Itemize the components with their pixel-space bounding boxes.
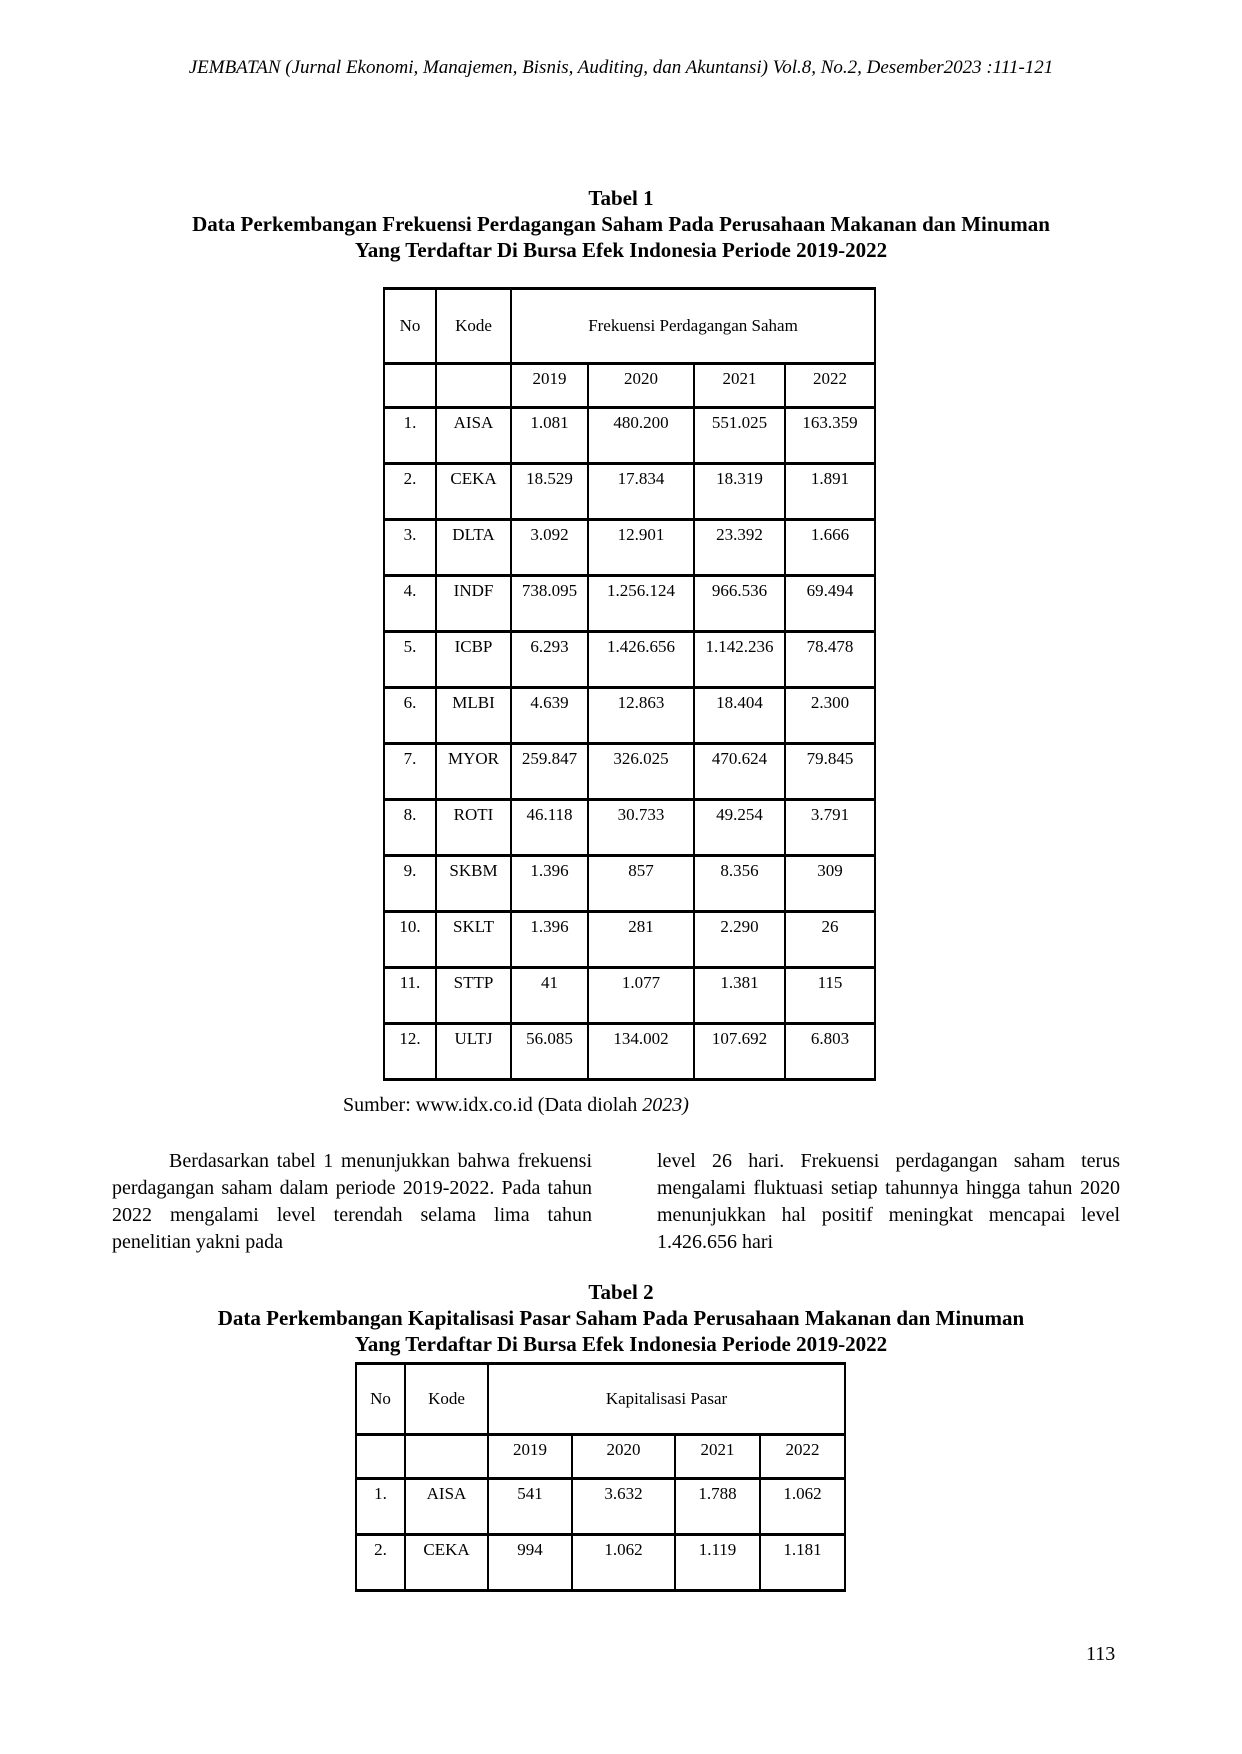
table-cell: 1.381 <box>694 968 785 1024</box>
table-cell: 1.062 <box>572 1535 675 1591</box>
empty-cell <box>405 1435 488 1479</box>
table-cell: AISA <box>405 1479 488 1535</box>
body-text-left-column <box>112 1148 592 1256</box>
table-row <box>384 520 875 576</box>
empty-cell <box>436 364 511 408</box>
table-cell: 17.834 <box>588 464 694 520</box>
table-cell: 12.863 <box>588 688 694 744</box>
table-cell: CEKA <box>436 464 511 520</box>
table-cell: 1.788 <box>675 1479 760 1535</box>
table1-source <box>343 1094 689 1117</box>
table-cell: 1.142.236 <box>694 632 785 688</box>
table-row <box>384 576 875 632</box>
table-cell: 1.396 <box>511 912 588 968</box>
table-cell: 541 <box>488 1479 572 1535</box>
table-cell: 56.085 <box>511 1024 588 1080</box>
year-cell: 2019 <box>511 364 588 408</box>
table-cell: 23.392 <box>694 520 785 576</box>
table-cell: INDF <box>436 576 511 632</box>
table-cell: 115 <box>785 968 875 1024</box>
year-cell: 2022 <box>760 1435 845 1479</box>
table-cell: 1.891 <box>785 464 875 520</box>
table-cell: 41 <box>511 968 588 1024</box>
table-row <box>384 800 875 856</box>
year-cell: 2020 <box>588 364 694 408</box>
table-cell: 2. <box>384 464 436 520</box>
table-cell: CEKA <box>405 1535 488 1591</box>
table-cell: 12. <box>384 1024 436 1080</box>
body-text-right-column <box>657 1148 1120 1256</box>
table-cell: 69.494 <box>785 576 875 632</box>
table-cell: 2. <box>356 1535 405 1591</box>
table-cell: ULTJ <box>436 1024 511 1080</box>
table-cell: MYOR <box>436 744 511 800</box>
table-header-row <box>356 1364 845 1435</box>
year-cell: 2019 <box>488 1435 572 1479</box>
table-cell: 326.025 <box>588 744 694 800</box>
table-cell: 46.118 <box>511 800 588 856</box>
table-row <box>356 1479 845 1535</box>
table-cell: 1.077 <box>588 968 694 1024</box>
table1-title-line2: Yang Terdaftar Di Bursa Efek Indonesia Periode 2019-2022 <box>354 238 888 262</box>
column-header-kode: Kode <box>436 289 511 364</box>
table-row <box>384 912 875 968</box>
column-group-header: Kapitalisasi Pasar <box>488 1364 845 1435</box>
table-cell: 6.803 <box>785 1024 875 1080</box>
table-cell: 4.639 <box>511 688 588 744</box>
table-cell: 1. <box>356 1479 405 1535</box>
table1-title-line1: Data Perkembangan Frekuensi Perdagangan Saham Pada Perusahaan Makanan dan Minuman <box>192 212 1050 236</box>
table-row <box>384 968 875 1024</box>
table-cell: SKBM <box>436 856 511 912</box>
table-cell: 2.290 <box>694 912 785 968</box>
table-cell: MLBI <box>436 688 511 744</box>
year-cell: 2021 <box>694 364 785 408</box>
table-cell: 480.200 <box>588 408 694 464</box>
source-year: 2023) <box>642 1094 689 1116</box>
column-header-kode: Kode <box>405 1364 488 1435</box>
table-cell: 1.119 <box>675 1535 760 1591</box>
table-cell: 5. <box>384 632 436 688</box>
table-cell: 26 <box>785 912 875 968</box>
table2-title-line2: Yang Terdaftar Di Bursa Efek Indonesia Periode 2019-2022 <box>354 1332 888 1356</box>
year-header-row <box>356 1435 845 1479</box>
table-row <box>384 744 875 800</box>
table-cell: 18.529 <box>511 464 588 520</box>
journal-running-head: JEMBATAN (Jurnal Ekonomi, Manajemen, Bisnis, Auditing, dan Akuntansi) Vol.8, No.2, Desember2023 :111-121 <box>188 57 1054 78</box>
column-group-header: Frekuensi Perdagangan Saham <box>511 289 875 364</box>
year-cell: 2022 <box>785 364 875 408</box>
table-cell: 1.256.124 <box>588 576 694 632</box>
paragraph: Berdasarkan tabel 1 menunjukkan bahwa frekuensi perdagangan saham dalam periode 2019-2022. Pada tahun 2022 mengalami level terendah selama lima tahun penelitian yakni pada <box>112 1150 592 1253</box>
table-cell: 10. <box>384 912 436 968</box>
table-cell: 551.025 <box>694 408 785 464</box>
table2-title-line1: Data Perkembangan Kapitalisasi Pasar Saham Pada Perusahaan Makanan dan Minuman <box>217 1306 1025 1330</box>
table-cell: 107.692 <box>694 1024 785 1080</box>
table-cell: 1.426.656 <box>588 632 694 688</box>
table-cell: 6. <box>384 688 436 744</box>
table-cell: 3.092 <box>511 520 588 576</box>
year-header-row <box>384 364 875 408</box>
table-cell: 1. <box>384 408 436 464</box>
table-cell: 49.254 <box>694 800 785 856</box>
table-row <box>384 408 875 464</box>
table2-caption <box>0 1279 1242 1357</box>
column-header-no: No <box>356 1364 405 1435</box>
table-cell: 79.845 <box>785 744 875 800</box>
table-row <box>384 688 875 744</box>
table-cell: 259.847 <box>511 744 588 800</box>
source-text: Sumber: www.idx.co.id (Data diolah <box>343 1094 643 1116</box>
table-cell: 470.624 <box>694 744 785 800</box>
table-cell: 1.062 <box>760 1479 845 1535</box>
table-cell: SKLT <box>436 912 511 968</box>
table1-caption <box>0 185 1242 263</box>
table-cell: 18.404 <box>694 688 785 744</box>
table-row <box>384 856 875 912</box>
page-number: 113 <box>1086 1643 1116 1665</box>
table-cell: 9. <box>384 856 436 912</box>
table-cell: 11. <box>384 968 436 1024</box>
table-cell: 134.002 <box>588 1024 694 1080</box>
table-row <box>384 632 875 688</box>
table-cell: STTP <box>436 968 511 1024</box>
table-cell: DLTA <box>436 520 511 576</box>
table1-label: Tabel 1 <box>588 186 654 210</box>
table-cell: 18.319 <box>694 464 785 520</box>
table-cell: 7. <box>384 744 436 800</box>
table-row <box>384 464 875 520</box>
table-cell: ROTI <box>436 800 511 856</box>
capitalization-table <box>355 1362 846 1592</box>
table-cell: 857 <box>588 856 694 912</box>
year-cell: 2020 <box>572 1435 675 1479</box>
table-cell: 309 <box>785 856 875 912</box>
table-cell: 3.791 <box>785 800 875 856</box>
empty-cell <box>356 1435 405 1479</box>
table-cell: 1.396 <box>511 856 588 912</box>
table-row <box>356 1535 845 1591</box>
table-cell: 1.666 <box>785 520 875 576</box>
table-cell: 966.536 <box>694 576 785 632</box>
column-header-no: No <box>384 289 436 364</box>
table-cell: ICBP <box>436 632 511 688</box>
year-cell: 2021 <box>675 1435 760 1479</box>
table-cell: 3.632 <box>572 1479 675 1535</box>
table-cell: 3. <box>384 520 436 576</box>
table-cell: 738.095 <box>511 576 588 632</box>
table-cell: 281 <box>588 912 694 968</box>
table-cell: 30.733 <box>588 800 694 856</box>
table-cell: 4. <box>384 576 436 632</box>
table-header-row <box>384 289 875 364</box>
table-cell: AISA <box>436 408 511 464</box>
table-cell: 6.293 <box>511 632 588 688</box>
frequency-table <box>383 287 876 1081</box>
table-cell: 12.901 <box>588 520 694 576</box>
table2-label: Tabel 2 <box>588 1280 654 1304</box>
table-cell: 8.356 <box>694 856 785 912</box>
table-cell: 994 <box>488 1535 572 1591</box>
table-cell: 8. <box>384 800 436 856</box>
paragraph: level 26 hari. Frekuensi perdagangan saham terus mengalami fluktuasi setiap tahunnya hingga tahun 2020 menunjukkan hal positif meningkat mencapai level 1.426.656 hari <box>657 1150 1120 1253</box>
table-cell: 78.478 <box>785 632 875 688</box>
table-cell: 1.181 <box>760 1535 845 1591</box>
table-cell: 163.359 <box>785 408 875 464</box>
table-cell: 2.300 <box>785 688 875 744</box>
table-row <box>384 1024 875 1080</box>
empty-cell <box>384 364 436 408</box>
table-cell: 1.081 <box>511 408 588 464</box>
